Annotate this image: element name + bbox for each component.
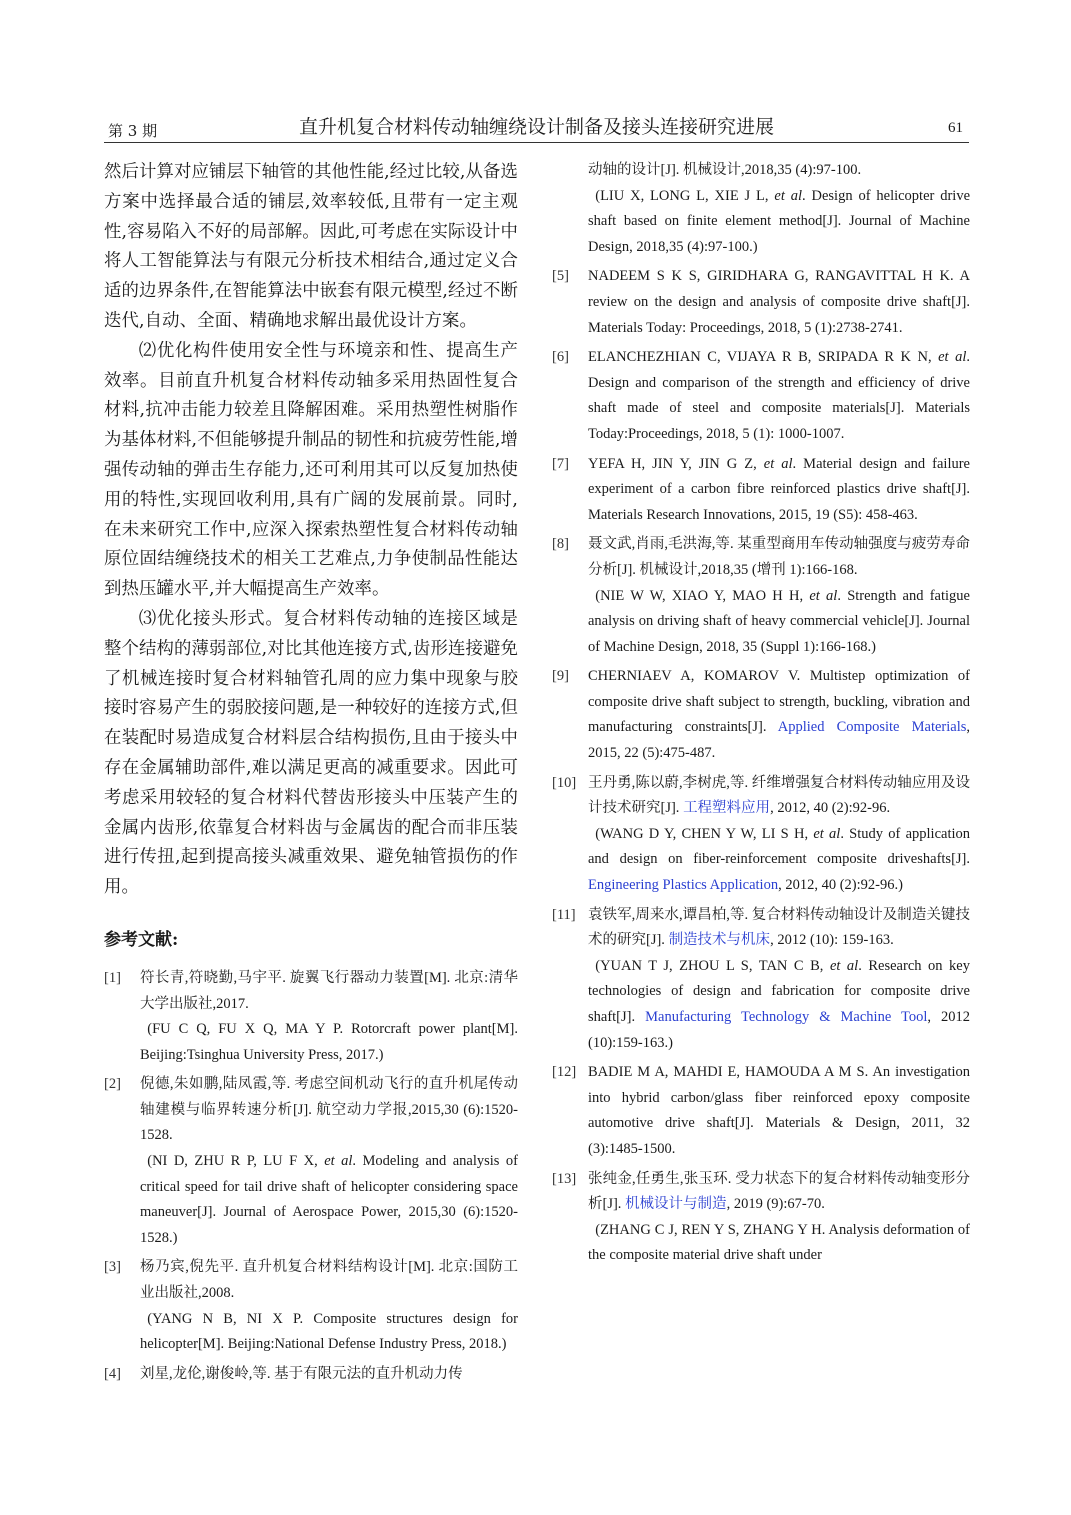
reference-number: [4]	[104, 1365, 121, 1382]
reference-item	[104, 1255, 518, 1357]
body-paragraph: ⑶优化接头形式。复合材料传动轴的连接区域是整个结构的薄弱部位,对比其他连接方式,齿形连接避免了机械连接时复合材料轴管孔周的应力集中现象与胶接时容易产生的弱胶接问题,是一种较好的连接方式,但在装配时易造成复合材料层合结构损伤,且由于接头中存在金属辅助部件,难以满足更高的减重要求。因此可考虑采用较轻的复合材料代替齿形接头中压装产生的金属内齿形,依靠复合材料齿与金属齿的配合而非压装进行传扭,起到提高接头减重效果、避免轴管损伤的作用。	[104, 608, 518, 898]
journal-link[interactable]: 机械设计与制造	[625, 1196, 727, 1213]
reference-text: YEFA H, JIN Y, JIN G Z, et al. Material design and failure experiment of a carbon fibre reinforced plastics drive shaft[J]. Materials Research Innovations, 2015, 19 (S5): 458-463.	[588, 455, 970, 523]
reference-text: BADIE M A, MAHDI E, HAMOUDA A M S. An investigation into hybrid carbon/glass fiber reinforced epoxy composite automotive drive shaft[J]. Materials & Design, 2011, 32 (3):1485-1500.	[588, 1064, 970, 1157]
reference-text: NADEEM S K S, GIRIDHARA G, RANGAVITTAL H K. A review on the design and analysis of composite drive shaft[J]. Materials Today: Proceedings, 2018, 5 (1):2738-2741.	[588, 268, 970, 336]
journal-link[interactable]: Manufacturing Technology & Machine Tool	[645, 1009, 928, 1025]
reference-translation: (NIE W W, XIAO Y, MAO H H, et al. Strength and fatigue analysis on driving shaft of heavy commercial vehicle[J]. Journal of Machine Design, 2018, 35 (Suppl 1):166-168.)	[588, 587, 970, 655]
reference-item	[104, 966, 518, 1068]
journal-link[interactable]: Applied Composite Materials	[777, 719, 967, 736]
reference-item	[104, 1362, 518, 1388]
reference-item-continued	[552, 158, 970, 260]
reference-item	[552, 664, 970, 766]
reference-text: 张纯金,任勇生,张玉环. 受力状态下的复合材料传动轴变形分析[J]. 机械设计与制造, 2019 (9):67-70.	[588, 1170, 970, 1213]
reference-text: 王丹勇,陈以蔚,李树虎,等. 纤维增强复合材料传动轴应用及设计技术研究[J]. 工程塑料应用, 2012, 40 (2):92-96.	[588, 774, 970, 817]
reference-number: [1]	[104, 969, 121, 986]
journal-link[interactable]: Engineering Plastics Application	[588, 877, 779, 894]
journal-link[interactable]: 工程塑料应用	[683, 800, 771, 817]
reference-translation: (WANG D Y, CHEN Y W, LI S H, et al. Study of application and design on fiber-reinforcement composite driveshafts[J]. Engineering Plastics Application, 2012, 40 (2):92-96.)	[588, 825, 970, 894]
references-heading: 参考文献:	[104, 929, 179, 950]
reference-item	[552, 532, 970, 660]
reference-text: ELANCHEZHIAN C, VIJAYA R B, SRIPADA R K N, et al. Design and comparison of the strength and efficiency of drive shaft made of steel and composite materials[J]. Materials Today:Proceedings, 2018, 5 (1): 1000-1007.	[588, 349, 971, 442]
reference-translation: (NI D, ZHU R P, LU F X, et al. Modeling and analysis of critical speed for tail drive shaft of helicopter considering space maneuver[J]. Journal of Aerospace Power, 2015,30 (6):1520-1528.)	[140, 1153, 518, 1246]
reference-translation: (ZHANG C J, REN Y S, ZHANG Y H. Analysis deformation of the composite material drive shaft under	[588, 1221, 970, 1264]
reference-text: 刘星,龙伦,谢俊岭,等. 基于有限元法的直升机动力传	[140, 1365, 463, 1382]
reference-text: 动轴的设计[J]. 机械设计,2018,35 (4):97-100.	[588, 162, 862, 178]
body-paragraph: 然后计算对应铺层下轴管的其他性能,经过比较,从备选方案中选择最合适的铺层,效率较低,且带有一定主观性,容易陷入不好的局部解。因此,可考虑在实际设计中将人工智能算法与有限元分析技术相结合,通过定义合适的边界条件,在智能算法中嵌套有限元模型,经过不断迭代,自动、全面、精确地求解出最优设计方案。	[104, 162, 518, 331]
reference-number: [5]	[552, 268, 569, 285]
reference-number: [13]	[552, 1170, 577, 1187]
reference-item	[552, 1060, 970, 1162]
reference-item	[552, 345, 970, 447]
running-title: 直升机复合材料传动轴缠绕设计制备及接头连接研究进展	[298, 116, 774, 138]
reference-translation: (YANG N B, NI X P. Composite structures design for helicopter[M]. Beijing:National Defense Industry Press, 2018.)	[140, 1310, 518, 1353]
reference-number: [6]	[552, 349, 569, 366]
issue-number: 第 3 期	[108, 122, 158, 140]
reference-number: [11]	[552, 906, 576, 923]
running-header	[104, 108, 969, 143]
reference-number: [10]	[552, 774, 577, 791]
reference-item	[552, 452, 970, 529]
reference-translation: (YUAN T J, ZHOU L S, TAN C B, et al. Research on key technologies of design and fabrication for composite drive shaft[J]. Manufacturing Technology & Machine Tool, 2012 (10):159-163.)	[588, 957, 970, 1051]
left-column	[104, 158, 518, 1391]
page-number: 61	[948, 120, 963, 136]
reference-text: 符长青,符晓勤,马宇平. 旋翼飞行器动力装置[M]. 北京:清华大学出版社,2017.	[140, 969, 518, 1012]
reference-number: [12]	[552, 1064, 577, 1081]
reference-number: [8]	[552, 536, 569, 553]
reference-item	[552, 264, 970, 341]
reference-number: [2]	[104, 1076, 121, 1093]
reference-text: 倪德,朱如鹏,陆凤霞,等. 考虑空间机动飞行的直升机尾传动轴建模与临界转速分析[J]. 航空动力学报,2015,30 (6):1520-1528.	[140, 1076, 518, 1144]
reference-item	[552, 1167, 970, 1269]
reference-text: 杨乃宾,倪先平. 直升机复合材料结构设计[M]. 北京:国防工业出版社,2008.	[140, 1259, 518, 1302]
body-paragraph: ⑵优化构件使用安全性与环境亲和性、提高生产效率。目前直升机复合材料传动轴多采用热固性复合材料,抗冲击能力较差且降解困难。采用热塑性树脂作为基体材料,不但能够提升制品的韧性和抗疲劳性能,增强传动轴的弹击生存能力,还可利用其可以反复加热使用的特性,实现回收利用,具有广阔的发展前景。同时,在未来研究工作中,应深入探索热塑性复合材料传动轴原位固结缠绕技术的相关工艺难点,力争使制品性能达到热压罐水平,并大幅提高生产效率。	[104, 340, 518, 600]
reference-item	[104, 1072, 518, 1251]
reference-translation: (LIU X, LONG L, XIE J L, et al. Design of helicopter drive shaft based on finite element method[J]. Journal of Machine Design, 2018,35 (4):97-100.)	[588, 187, 971, 255]
journal-link[interactable]: 制造技术与机床	[668, 932, 771, 949]
right-column	[552, 158, 970, 1273]
reference-number: [3]	[104, 1259, 121, 1276]
reference-text: 聂文武,肖雨,毛洪海,等. 某重型商用车传动轴强度与疲劳寿命分析[J]. 机械设计,2018,35 (增刊 1):166-168.	[588, 536, 970, 578]
reference-item	[552, 771, 970, 899]
reference-translation: (FU C Q, FU X Q, MA Y P. Rotorcraft power plant[M]. Beijing:Tsinghua University Press, 2017.)	[140, 1021, 518, 1063]
reference-number: [9]	[552, 668, 569, 685]
reference-item	[552, 903, 970, 1057]
reference-text: CHERNIAEV A, KOMAROV V. Multistep optimization of composite drive shaft subject to strength, buckling, vibration and manufacturing constraints[J]. Applied Composite Materials, 2015, 22 (5):475-487.	[588, 668, 970, 762]
reference-number: [7]	[552, 455, 569, 472]
reference-text: 袁铁军,周来水,谭昌柏,等. 复合材料传动轴设计及制造关键技术的研究[J]. 制造技术与机床, 2012 (10): 159-163.	[588, 906, 970, 949]
